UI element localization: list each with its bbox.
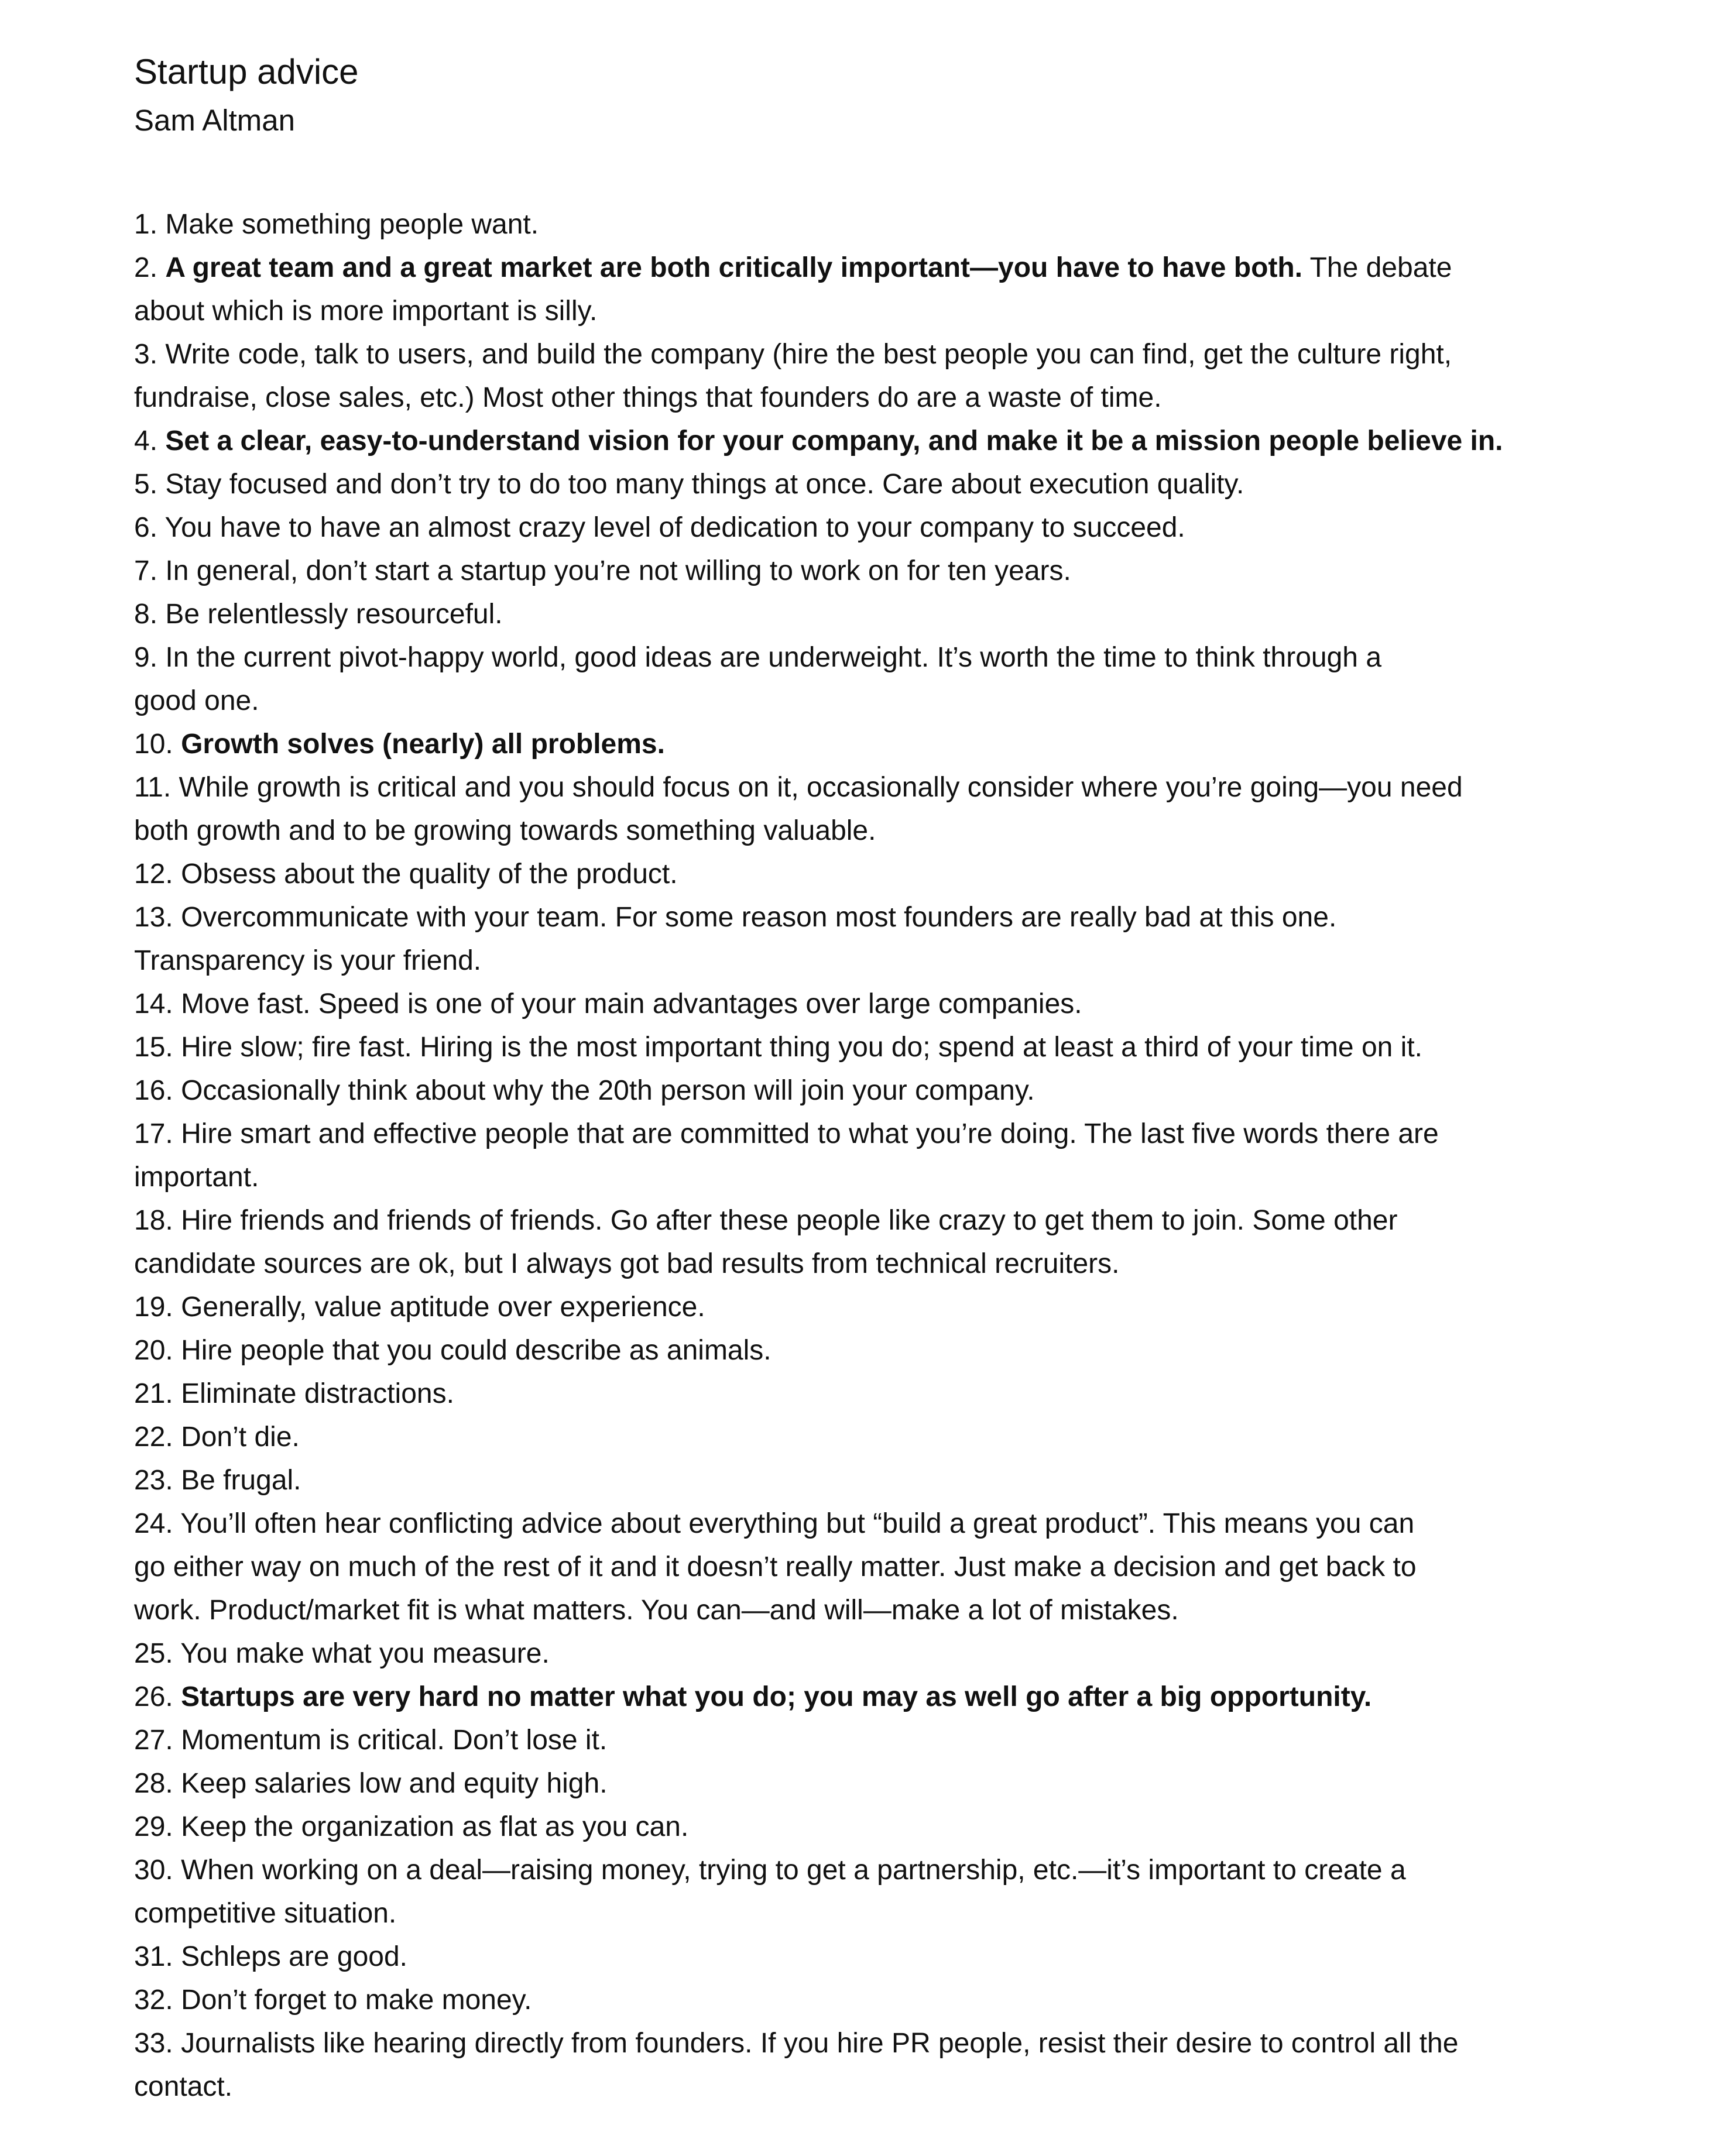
advice-item-line bbox=[134, 1592, 1597, 1635]
advice-item-line bbox=[134, 1159, 1597, 1202]
text-run: 12. Obsess about the quality of the product. bbox=[134, 859, 678, 890]
text-run: important. bbox=[134, 1162, 259, 1193]
advice-item bbox=[134, 1375, 1597, 1419]
advice-item-line bbox=[134, 293, 1597, 336]
advice-item bbox=[134, 2025, 1597, 2112]
advice-item bbox=[134, 1029, 1597, 1072]
advice-item-line bbox=[134, 596, 1597, 639]
document-author: Sam Altman bbox=[134, 104, 295, 137]
advice-item-line bbox=[134, 1332, 1597, 1375]
advice-item bbox=[134, 423, 1597, 466]
advice-item bbox=[134, 1635, 1597, 1678]
text-run: 9. In the current pivot-happy world, good ideas are underweight. It’s worth the time to think through a bbox=[134, 642, 1382, 673]
text-run: contact. bbox=[134, 2071, 233, 2102]
advice-item bbox=[134, 899, 1597, 986]
advice-item bbox=[134, 1678, 1597, 1722]
advice-item bbox=[134, 1462, 1597, 1505]
text-run: 26. bbox=[134, 1681, 181, 1712]
advice-item-line bbox=[134, 769, 1597, 812]
advice-item-line bbox=[134, 249, 1597, 293]
text-run: both growth and to be growing towards something valuable. bbox=[134, 815, 876, 846]
advice-item bbox=[134, 1332, 1597, 1375]
advice-list bbox=[134, 206, 1597, 2112]
advice-item-line bbox=[134, 1029, 1597, 1072]
text-run: 7. In general, don’t start a startup you’re not willing to work on for ten years. bbox=[134, 555, 1071, 586]
advice-item-line bbox=[134, 1808, 1597, 1852]
advice-item-line bbox=[134, 1678, 1597, 1722]
text-run: 18. Hire friends and friends of friends. Go after these people like crazy to get them to join. Some other bbox=[134, 1205, 1398, 1236]
text-run: 23. Be frugal. bbox=[134, 1465, 301, 1496]
text-run: 28. Keep salaries low and equity high. bbox=[134, 1768, 608, 1799]
advice-item-line bbox=[134, 466, 1597, 509]
advice-item bbox=[134, 726, 1597, 769]
advice-item bbox=[134, 769, 1597, 856]
text-run: 22. Don’t die. bbox=[134, 1422, 300, 1453]
advice-item-line bbox=[134, 899, 1597, 942]
text-run: 1. Make something people want. bbox=[134, 209, 539, 240]
advice-item bbox=[134, 596, 1597, 639]
advice-item bbox=[134, 856, 1597, 899]
text-run: 4. bbox=[134, 425, 166, 456]
text-run: 3. Write code, talk to users, and build the company (hire the best people you can find, get the culture right, bbox=[134, 339, 1452, 370]
text-run: 13. Overcommunicate with your team. For some reason most founders are really bad at this one. bbox=[134, 902, 1337, 933]
text-run: 31. Schleps are good. bbox=[134, 1941, 407, 1972]
advice-item-line bbox=[134, 1375, 1597, 1419]
text-run: 10. bbox=[134, 729, 181, 760]
text-run: 25. You make what you measure. bbox=[134, 1638, 550, 1669]
advice-item bbox=[134, 466, 1597, 509]
text-run: 30. When working on a deal—raising money, trying to get a partnership, etc.—it’s important to create a bbox=[134, 1855, 1406, 1886]
advice-item-line bbox=[134, 1938, 1597, 1982]
advice-item-line bbox=[134, 1895, 1597, 1938]
text-run: 17. Hire smart and effective people that are committed to what you’re doing. The last five words there are bbox=[134, 1118, 1439, 1149]
advice-item-line bbox=[134, 1202, 1597, 1245]
text-run: 33. Journalists like hearing directly from founders. If you hire PR people, resist their desire to control all the bbox=[134, 2028, 1459, 2059]
advice-item-line bbox=[134, 206, 1597, 249]
advice-item-line bbox=[134, 552, 1597, 596]
text-run: 15. Hire slow; fire fast. Hiring is the most important thing you do; spend at least a third of your time on it. bbox=[134, 1032, 1423, 1063]
advice-item-line bbox=[134, 639, 1597, 682]
advice-item-line bbox=[134, 986, 1597, 1029]
advice-item bbox=[134, 1765, 1597, 1808]
text-run: fundraise, close sales, etc.) Most other things that founders do are a waste of time. bbox=[134, 382, 1162, 413]
advice-item-line bbox=[134, 1505, 1597, 1549]
bold-text-run: Set a clear, easy-to-understand vision for your company, and make it be a mission people believe in. bbox=[165, 425, 1503, 456]
advice-item bbox=[134, 1982, 1597, 2025]
advice-item bbox=[134, 1505, 1597, 1635]
text-run: 16. Occasionally think about why the 20th person will join your company. bbox=[134, 1075, 1035, 1106]
advice-item-line bbox=[134, 1419, 1597, 1462]
document-title: Startup advice bbox=[134, 52, 359, 91]
advice-item bbox=[134, 1938, 1597, 1982]
text-run: go either way on much of the rest of it and it doesn’t really matter. Just make a decision and get back to bbox=[134, 1551, 1417, 1582]
bold-text-run: A great team and a great market are both critically important—you have to have both. bbox=[165, 252, 1303, 283]
text-run: 32. Don’t forget to make money. bbox=[134, 1985, 532, 2016]
advice-item bbox=[134, 552, 1597, 596]
bold-text-run: Startups are very hard no matter what you do; you may as well go after a big opportunity. bbox=[181, 1681, 1372, 1712]
advice-item-line bbox=[134, 856, 1597, 899]
advice-item-line bbox=[134, 942, 1597, 986]
advice-item-line bbox=[134, 1722, 1597, 1765]
text-run: about which is more important is silly. bbox=[134, 296, 598, 327]
advice-item-line bbox=[134, 1635, 1597, 1678]
text-run: 29. Keep the organization as flat as you can. bbox=[134, 1811, 689, 1842]
advice-item bbox=[134, 1852, 1597, 1938]
advice-item-line bbox=[134, 1462, 1597, 1505]
advice-item bbox=[134, 1808, 1597, 1852]
bold-text-run: Growth solves (nearly) all problems. bbox=[181, 729, 665, 760]
advice-item-line bbox=[134, 509, 1597, 552]
text-run: 6. You have to have an almost crazy level of dedication to your company to succeed. bbox=[134, 512, 1185, 543]
advice-item bbox=[134, 1722, 1597, 1765]
text-run: 11. While growth is critical and you should focus on it, occasionally consider where you’re going—you need bbox=[134, 772, 1463, 803]
advice-item bbox=[134, 1072, 1597, 1115]
advice-item bbox=[134, 1202, 1597, 1289]
advice-item-line bbox=[134, 1245, 1597, 1289]
advice-item-line bbox=[134, 379, 1597, 423]
advice-item-line bbox=[134, 2068, 1597, 2112]
advice-item bbox=[134, 1115, 1597, 1202]
text-run: 27. Momentum is critical. Don’t lose it. bbox=[134, 1725, 608, 1756]
text-run: 21. Eliminate distractions. bbox=[134, 1378, 454, 1409]
text-run: 24. You’ll often hear conflicting advice about everything but “build a great product”. This means you can bbox=[134, 1508, 1415, 1539]
advice-item-line bbox=[134, 1852, 1597, 1895]
text-run: Transparency is your friend. bbox=[134, 945, 482, 976]
text-run: good one. bbox=[134, 685, 259, 716]
text-run: work. Product/market fit is what matters. You can—and will—make a lot of mistakes. bbox=[134, 1595, 1179, 1626]
advice-item bbox=[134, 336, 1597, 423]
advice-item-line bbox=[134, 1549, 1597, 1592]
advice-item bbox=[134, 206, 1597, 249]
text-run: 19. Generally, value aptitude over experience. bbox=[134, 1292, 705, 1323]
text-run: The debate bbox=[1302, 252, 1452, 283]
text-run: 2. bbox=[134, 252, 166, 283]
advice-item-line bbox=[134, 1115, 1597, 1159]
advice-item-line bbox=[134, 1289, 1597, 1332]
advice-item-line bbox=[134, 1982, 1597, 2025]
text-run: competitive situation. bbox=[134, 1898, 397, 1929]
advice-item-line bbox=[134, 423, 1597, 466]
advice-item bbox=[134, 1419, 1597, 1462]
text-run: 5. Stay focused and don’t try to do too many things at once. Care about execution quality. bbox=[134, 469, 1244, 500]
advice-item bbox=[134, 509, 1597, 552]
advice-item-line bbox=[134, 812, 1597, 856]
advice-item bbox=[134, 1289, 1597, 1332]
advice-item bbox=[134, 639, 1597, 726]
advice-item bbox=[134, 986, 1597, 1029]
advice-item-line bbox=[134, 336, 1597, 379]
advice-item-line bbox=[134, 726, 1597, 769]
text-run: 20. Hire people that you could describe as animals. bbox=[134, 1335, 772, 1366]
advice-item-line bbox=[134, 1765, 1597, 1808]
text-run: candidate sources are ok, but I always got bad results from technical recruiters. bbox=[134, 1248, 1120, 1279]
advice-item bbox=[134, 249, 1597, 336]
text-run: 8. Be relentlessly resourceful. bbox=[134, 599, 503, 630]
advice-item-line bbox=[134, 2025, 1597, 2068]
text-run: 14. Move fast. Speed is one of your main advantages over large companies. bbox=[134, 988, 1082, 1019]
advice-item-line bbox=[134, 682, 1597, 726]
advice-item-line bbox=[134, 1072, 1597, 1115]
